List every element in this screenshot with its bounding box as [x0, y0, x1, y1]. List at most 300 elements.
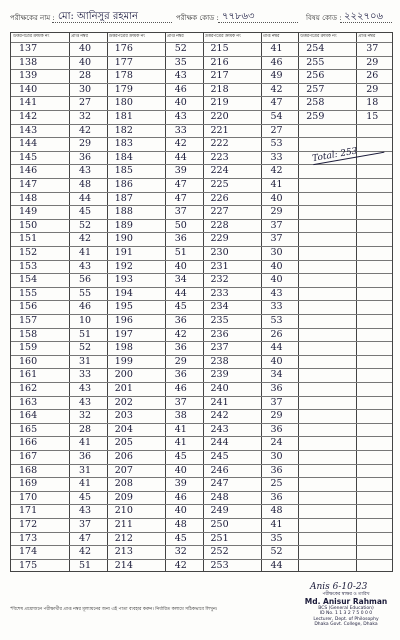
row-line [11, 504, 392, 505]
row-line [11, 300, 392, 301]
roll-number-cell: 202 [114, 396, 133, 408]
mark-cell: 37 [174, 396, 187, 408]
mark-cell: 40 [270, 274, 283, 286]
mark-cell: 24 [270, 437, 283, 449]
mark-cell: 46 [174, 491, 187, 503]
mark-cell: 33 [79, 369, 92, 381]
examiner-seal [296, 582, 396, 628]
roll-number-cell: 187 [114, 192, 133, 204]
mark-cell: 44 [79, 192, 92, 204]
mark-cell: 44 [270, 559, 283, 571]
row-line [11, 314, 392, 315]
roll-number-cell: 232 [210, 274, 229, 286]
roll-number-cell: 149 [19, 206, 38, 218]
roll-number-cell: 169 [19, 478, 38, 490]
code-label: পরীক্ষক কোড : [176, 14, 219, 22]
mark-cell: 41 [79, 437, 92, 449]
row-line [11, 423, 392, 424]
roll-number-cell: 180 [114, 97, 133, 109]
roll-number-cell: 248 [210, 491, 229, 503]
mark-cell: 29 [366, 83, 379, 95]
mark-cell: 41 [79, 478, 92, 490]
roll-number-cell: 161 [19, 369, 38, 381]
roll-number-cell: 139 [19, 70, 38, 82]
mark-cell: 40 [174, 505, 187, 517]
roll-number-cell: 246 [210, 464, 229, 476]
mark-cell: 41 [270, 519, 283, 530]
roll-number-cell: 137 [19, 43, 38, 54]
signature-caption: পরীক্ষকের স্বাক্ষর ও তারিখ [322, 592, 370, 597]
roll-number-cell: 251 [210, 532, 229, 544]
row-line [11, 477, 392, 478]
roll-number-cell: 160 [19, 355, 38, 367]
mark-cell: 44 [174, 287, 187, 299]
roll-number-cell: 233 [210, 287, 229, 299]
mark-cell: 42 [79, 546, 92, 558]
roll-number-cell: 208 [114, 478, 133, 490]
roll-number-cell: 219 [210, 97, 229, 109]
mark-cell: 50 [174, 219, 187, 231]
roll-number-cell: 152 [19, 247, 38, 258]
roll-number-cell: 167 [19, 451, 38, 462]
roll-number-cell: 178 [114, 70, 133, 82]
roll-number-cell: 138 [19, 56, 38, 68]
roll-number-cell: 151 [19, 233, 38, 245]
subject-code-value: ২২২৭০৬ [344, 11, 384, 22]
roll-number-cell: 227 [210, 206, 229, 218]
row-line [11, 96, 392, 97]
subject-code-underline [340, 22, 392, 23]
mark-cell: 43 [79, 383, 92, 394]
roll-number-cell: 258 [306, 97, 325, 109]
mark-column-header: প্রাপ্ত নম্বর [71, 34, 88, 39]
roll-number-cell: 190 [114, 233, 133, 245]
mark-cell: 36 [79, 451, 92, 462]
roll-number-cell: 252 [210, 546, 229, 558]
mark-cell: 52 [174, 43, 187, 54]
row-line [11, 518, 392, 519]
mark-cell: 39 [174, 478, 187, 490]
roll-number-cell: 143 [19, 124, 38, 136]
roll-number-cell: 150 [19, 219, 38, 231]
mark-cell: 42 [174, 138, 187, 150]
roll-number-cell: 234 [210, 301, 229, 313]
mark-cell: 26 [366, 70, 379, 82]
mark-column-header: প্রাপ্ত নম্বর [262, 34, 280, 39]
mark-cell: 40 [174, 464, 187, 476]
mark-cell: 31 [79, 464, 92, 476]
roll-number-cell: 225 [210, 179, 229, 190]
row-line [11, 56, 392, 57]
roll-number-cell: 218 [210, 83, 229, 95]
mark-cell: 35 [174, 56, 187, 68]
mark-cell: 36 [174, 233, 187, 245]
mark-cell: 29 [79, 138, 92, 150]
roll-number-cell: 235 [210, 315, 229, 326]
mark-cell: 40 [174, 260, 187, 272]
roll-number-cell: 247 [210, 478, 229, 490]
mark-cell: 36 [174, 342, 187, 354]
mark-cell: 33 [174, 124, 187, 136]
mark-cell: 40 [270, 260, 283, 272]
roll-number-cell: 256 [306, 70, 325, 82]
mark-cell: 49 [270, 70, 283, 82]
mark-cell: 36 [79, 151, 92, 163]
marks-table [10, 32, 393, 572]
row-line [11, 232, 392, 233]
mark-cell: 36 [270, 383, 283, 394]
mark-cell: 27 [79, 97, 92, 109]
roll-number-cell: 257 [306, 83, 325, 95]
mark-cell: 18 [366, 97, 379, 109]
mark-cell: 44 [270, 342, 283, 354]
mark-cell: 41 [270, 43, 283, 54]
roll-number-cell: 197 [114, 328, 133, 340]
roll-number-cell: 146 [19, 165, 38, 177]
roll-number-cell: 174 [19, 546, 38, 558]
roll-number-cell: 162 [19, 383, 38, 394]
mark-cell: 51 [79, 328, 92, 340]
roll-number-cell: 242 [210, 410, 229, 422]
roll-number-cell: 191 [114, 247, 133, 258]
mark-cell: 48 [174, 519, 187, 530]
seal-name: Md. Anisur Rahman [304, 596, 388, 606]
examiner-label: পরীক্ষকের নাম : [10, 14, 55, 22]
row-line [11, 464, 392, 465]
row-line [11, 205, 392, 206]
mark-cell: 54 [270, 111, 283, 122]
roll-number-cell: 239 [210, 369, 229, 381]
roll-number-cell: 226 [210, 192, 229, 204]
row-line [11, 260, 392, 261]
mark-cell: 15 [366, 111, 379, 122]
roll-number-cell: 185 [114, 165, 133, 177]
row-line [11, 559, 392, 560]
roll-number-cell: 203 [114, 410, 133, 422]
roll-number-cell: 222 [210, 138, 229, 150]
mark-cell: 29 [270, 410, 283, 422]
roll-number-cell: 198 [114, 342, 133, 354]
examiner-underline [52, 22, 172, 23]
row-line [11, 219, 392, 220]
roll-number-cell: 213 [114, 546, 133, 558]
mark-cell: 37 [270, 233, 283, 245]
mark-cell: 46 [174, 383, 187, 394]
mark-cell: 42 [174, 559, 187, 571]
mark-cell: 31 [79, 355, 92, 367]
mark-column-header: প্রাপ্ত নম্বর [358, 34, 376, 39]
row-line [11, 355, 392, 356]
mark-cell: 52 [79, 219, 92, 231]
mark-cell: 53 [270, 315, 283, 326]
roll-number-cell: 168 [19, 464, 38, 476]
roll-number-cell: 207 [114, 464, 133, 476]
roll-number-cell: 181 [114, 111, 133, 122]
row-line [11, 246, 392, 247]
row-line [11, 436, 392, 437]
mark-cell: 41 [174, 423, 187, 435]
row-line [11, 532, 392, 533]
roll-number-cell: 183 [114, 138, 133, 150]
roll-number-cell: 192 [114, 260, 133, 272]
roll-number-cell: 159 [19, 342, 38, 354]
mark-cell: 29 [270, 206, 283, 218]
roll-number-cell: 205 [114, 437, 133, 449]
mark-cell: 42 [79, 124, 92, 136]
row-line [11, 192, 392, 193]
row-line [11, 164, 392, 165]
mark-cell: 45 [79, 206, 92, 218]
row-line [11, 491, 392, 492]
row-line [11, 545, 392, 546]
roll-number-cell: 204 [114, 423, 133, 435]
mark-cell: 42 [270, 165, 283, 177]
roll-number-cell: 173 [19, 532, 38, 544]
roll-number-cell: 255 [306, 56, 325, 68]
row-line [11, 368, 392, 369]
seal-line-2: ID No. 1 1 3 2 7 5 0 0 0 [319, 611, 373, 616]
mark-cell: 41 [270, 179, 283, 190]
roll-number-cell: 165 [19, 423, 38, 435]
mark-cell: 26 [270, 328, 283, 340]
mark-cell: 46 [174, 83, 187, 95]
mark-cell: 43 [79, 165, 92, 177]
roll-number-cell: 201 [114, 383, 133, 394]
row-line [11, 409, 392, 410]
roll-number-cell: 236 [210, 328, 229, 340]
roll-number-cell: 176 [114, 43, 133, 54]
seal-line-1: BCS (General Education) [318, 605, 374, 611]
mark-cell: 36 [270, 464, 283, 476]
roll-number-cell: 164 [19, 410, 38, 422]
mark-cell: 48 [270, 505, 283, 517]
row-line [11, 83, 392, 84]
seal-line-3: Lecturer, Dept. of Philosophy [313, 616, 379, 622]
mark-cell: 37 [366, 43, 379, 54]
mark-cell: 34 [270, 369, 283, 381]
roll-number-cell: 158 [19, 328, 38, 340]
mark-cell: 37 [270, 219, 283, 231]
row-line [11, 287, 392, 288]
roll-number-cell: 243 [210, 423, 229, 435]
mark-cell: 32 [174, 546, 187, 558]
roll-column-header: উত্তরপত্রের ক্রমিক নং [300, 34, 337, 39]
roll-number-cell: 238 [210, 355, 229, 367]
mark-cell: 27 [270, 124, 283, 136]
row-line [11, 450, 392, 451]
mark-cell: 38 [174, 410, 187, 422]
roll-number-cell: 140 [19, 83, 38, 95]
roll-number-cell: 157 [19, 315, 38, 326]
roll-number-cell: 214 [114, 559, 133, 571]
mark-cell: 40 [174, 97, 187, 109]
mark-cell: 42 [174, 328, 187, 340]
roll-number-cell: 163 [19, 396, 38, 408]
roll-number-cell: 195 [114, 301, 133, 313]
examiner-name: মো: আনিসুর রহমান [58, 11, 139, 22]
row-line [11, 137, 392, 138]
row-line [11, 42, 392, 43]
mark-cell: 36 [174, 315, 187, 326]
roll-number-cell: 188 [114, 206, 133, 218]
roll-number-cell: 182 [114, 124, 133, 136]
roll-column-header: উত্তরপত্রের ক্রমিক নং [13, 34, 50, 39]
mark-cell: 45 [174, 532, 187, 544]
row-line [11, 110, 392, 111]
mark-cell: 40 [79, 43, 92, 54]
mark-cell: 30 [79, 83, 92, 95]
mark-cell: 28 [79, 70, 92, 82]
roll-number-cell: 250 [210, 519, 229, 530]
mark-cell: 40 [270, 355, 283, 367]
roll-number-cell: 259 [306, 111, 325, 122]
code-value: ৭৭৮৬৩ [222, 11, 255, 22]
mark-cell: 34 [174, 274, 187, 286]
row-line [11, 69, 392, 70]
roll-number-cell: 155 [19, 287, 38, 299]
roll-number-cell: 196 [114, 315, 133, 326]
roll-number-cell: 241 [210, 396, 229, 408]
roll-number-cell: 186 [114, 179, 133, 190]
mark-cell: 47 [174, 192, 187, 204]
roll-number-cell: 170 [19, 491, 38, 503]
seal-line-4: Dhaka Govt. College, Dhaka [314, 622, 378, 627]
mark-cell: 41 [174, 437, 187, 449]
roll-column-header: উত্তরপত্রের ক্রমিক নং [204, 34, 241, 39]
roll-number-cell: 206 [114, 451, 133, 462]
mark-cell: 32 [79, 410, 92, 422]
roll-number-cell: 177 [114, 56, 133, 68]
roll-number-cell: 217 [210, 70, 229, 82]
roll-number-cell: 156 [19, 301, 38, 313]
roll-number-cell: 223 [210, 151, 229, 163]
mark-cell: 44 [174, 151, 187, 163]
mark-cell: 36 [270, 423, 283, 435]
roll-number-cell: 216 [210, 56, 229, 68]
mark-cell: 37 [174, 206, 187, 218]
mark-cell: 40 [79, 56, 92, 68]
roll-number-cell: 142 [19, 111, 38, 122]
mark-cell: 52 [270, 546, 283, 558]
mark-cell: 25 [270, 478, 283, 490]
roll-number-cell: 224 [210, 165, 229, 177]
mark-cell: 30 [270, 247, 283, 258]
roll-number-cell: 209 [114, 491, 133, 503]
mark-cell: 46 [79, 301, 92, 313]
mark-cell: 45 [174, 451, 187, 462]
roll-number-cell: 220 [210, 111, 229, 122]
row-line [11, 273, 392, 274]
mark-cell: 37 [79, 519, 92, 530]
total-note: Total: 253 [312, 142, 385, 165]
roll-number-cell: 231 [210, 260, 229, 272]
roll-number-cell: 144 [19, 138, 38, 150]
mark-cell: 41 [79, 247, 92, 258]
roll-number-cell: 175 [19, 559, 38, 571]
subject-code-label: বিষয় কোড : [306, 14, 342, 22]
mark-cell: 29 [174, 355, 187, 367]
mark-cell: 45 [79, 491, 92, 503]
mark-cell: 29 [366, 56, 379, 68]
row-line [11, 124, 392, 125]
mark-cell: 56 [79, 274, 92, 286]
mark-cell: 47 [270, 97, 283, 109]
roll-number-cell: 212 [114, 532, 133, 544]
roll-number-cell: 254 [306, 43, 325, 54]
mark-cell: 51 [174, 247, 187, 258]
row-line [11, 328, 392, 329]
roll-number-cell: 245 [210, 451, 229, 462]
roll-number-cell: 194 [114, 287, 133, 299]
mark-cell: 36 [270, 491, 283, 503]
mark-cell: 28 [79, 423, 92, 435]
mark-cell: 46 [270, 56, 283, 68]
code-underline [218, 22, 298, 23]
row-line [11, 396, 392, 397]
mark-cell: 43 [79, 260, 92, 272]
row-line [11, 341, 392, 342]
roll-number-cell: 221 [210, 124, 229, 136]
mark-cell: 42 [79, 233, 92, 245]
row-line [11, 178, 392, 179]
roll-number-cell: 249 [210, 505, 229, 517]
roll-number-cell: 237 [210, 342, 229, 354]
mark-column-header: প্রাপ্ত নম্বর [166, 34, 184, 39]
mark-cell: 33 [270, 301, 283, 313]
mark-cell: 37 [270, 396, 283, 408]
roll-number-cell: 141 [19, 97, 38, 109]
roll-number-cell: 244 [210, 437, 229, 449]
roll-number-cell: 154 [19, 274, 38, 286]
mark-cell: 43 [174, 70, 187, 82]
mark-cell: 42 [270, 83, 283, 95]
roll-number-cell: 240 [210, 383, 229, 394]
mark-cell: 52 [79, 342, 92, 354]
roll-number-cell: 179 [114, 83, 133, 95]
roll-number-cell: 215 [210, 43, 229, 54]
mark-cell: 32 [79, 111, 92, 122]
mark-cell: 36 [174, 369, 187, 381]
mark-cell: 43 [79, 505, 92, 517]
roll-number-cell: 184 [114, 151, 133, 163]
footnote: *বিশেষ প্রয়োজনে পরীক্ষার্থীর প্রাপ্ত নম্বর মূল্যায়নের জন্য এই পাতা ব্যবহার করুন। নির্ধারিত কলামে সঠিকভাবে লিখুন। [10, 607, 218, 612]
mark-cell: 43 [270, 287, 283, 299]
mark-cell: 43 [174, 111, 187, 122]
roll-number-cell: 172 [19, 519, 38, 530]
roll-number-cell: 210 [114, 505, 133, 517]
mark-cell: 45 [174, 301, 187, 313]
roll-number-cell: 189 [114, 219, 133, 231]
roll-number-cell: 145 [19, 151, 38, 163]
signature-scribble: Anis 6-10-23 [310, 582, 368, 592]
roll-number-cell: 148 [19, 192, 38, 204]
mark-cell: 10 [79, 315, 92, 326]
roll-number-cell: 153 [19, 260, 38, 272]
roll-number-cell: 166 [19, 437, 38, 449]
mark-cell: 55 [79, 287, 92, 299]
roll-number-cell: 253 [210, 559, 229, 571]
mark-cell: 43 [79, 396, 92, 408]
mark-cell: 47 [174, 179, 187, 190]
row-line [11, 382, 392, 383]
mark-cell: 51 [79, 559, 92, 571]
roll-number-cell: 229 [210, 233, 229, 245]
mark-cell: 40 [270, 192, 283, 204]
roll-number-cell: 230 [210, 247, 229, 258]
roll-column-header: উত্তরপত্রের ক্রমিক নং [108, 34, 146, 39]
roll-number-cell: 211 [114, 519, 133, 530]
roll-number-cell: 228 [210, 219, 229, 231]
